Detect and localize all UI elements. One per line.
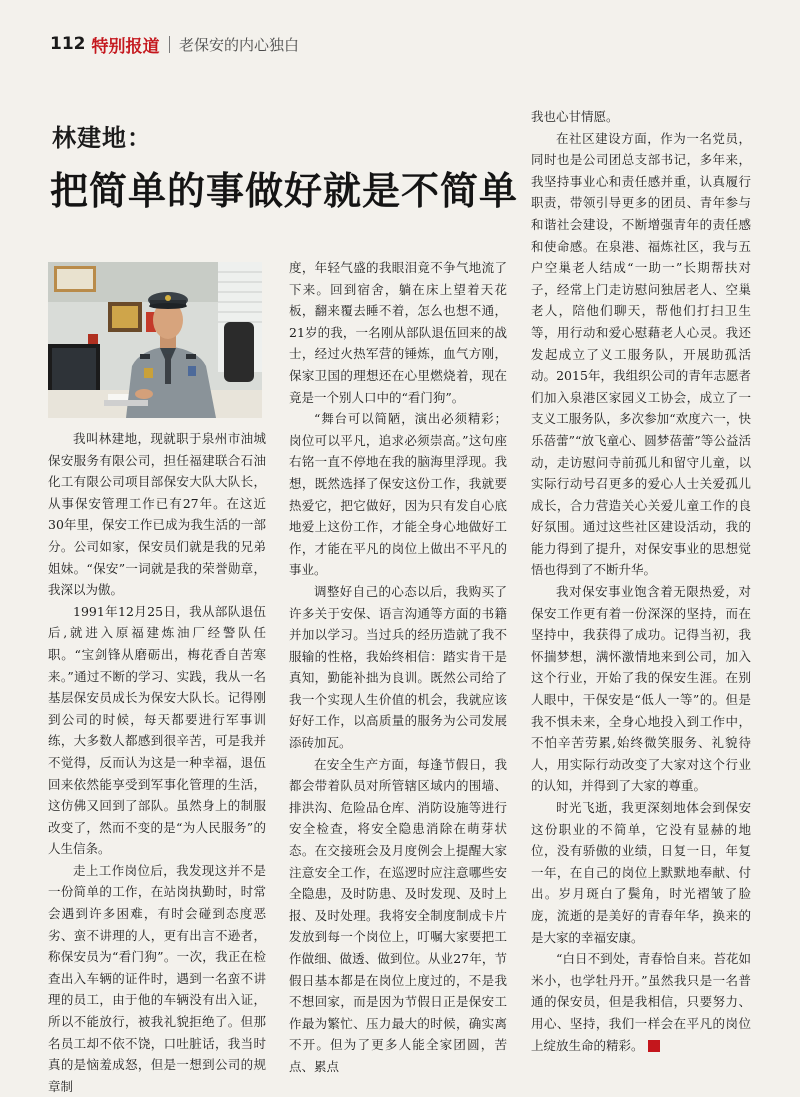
paragraph: 我也心甘情愿。 — [531, 109, 619, 124]
article-column-2 — [289, 257, 507, 1078]
article-headline: 把简单的事做好就是不简单 — [50, 169, 519, 213]
paragraph: 在安全生产方面，每逢节假日，我都会带着队员对所管辖区域内的围墙、排洪沟、危险品仓库、消防设施等进行安全检查，将安全隐患消除在萌芽状态。在交接班会及月度例会上提醒大家注意安全工作，在巡逻时应注意哪些安全隐患，及时防患、及时发现、及时上报、及时处理。我将安全制度制成卡片发放到每一个岗位上，叮嘱大家要把工作做细、做透、做到位。从业27年，节假日基本都是在岗位上度过的，不是我不想回家，而是因为节假日正是保安工作最为繁忙、压力最大的时候，确实离不开。但为了更多人能全家团圆，苦点、累点 — [289, 756, 507, 1074]
paragraph: 时光飞逝，我更深刻地体会到保安这份职业的不简单，它没有显赫的地位，没有骄傲的业绩，日复一日，年复一年，在自己的岗位上默默地奉献、付出。岁月斑白了鬓角，时光褶皱了脸庞，流逝的是美好的青春年华，换来的是大家的幸福安康。 — [531, 800, 751, 945]
page-number: 112 — [50, 34, 86, 54]
article-column-3 — [531, 106, 751, 1056]
paragraph: 度，年轻气盛的我眼泪竟不争气地流了下来。回到宿舍，躺在床上望着天花板，翻来覆去睡不着，怎么也想不通，21岁的我，一名刚从部队退伍回来的战士，经过火热军营的锤炼，血气方刚，保家卫国的理想还在心里燃烧着，现在竟是一个别人口中的“看门狗”。 — [289, 260, 507, 405]
paragraph-text: “白日不到处，青春恰自来。苔花如米小，也学牡丹开。”虽然我只是一名普通的保安员，但是我相信，只要努力、用心、坚持，我们一样会在平凡的岗位上绽放生命的精彩。 — [531, 951, 751, 1053]
paragraph: “舞台可以简陋，演出必须精彩；岗位可以平凡，追求必须崇高。”这句座右铭一直不停地在我的脑海里浮现。我想，既然选择了保安这份工作，我就要热爱它，把它做好，因为只有发自心底地爱上这份工作，才能全身心地做好工作，才能在平凡的岗位上做出不平凡的事业。 — [289, 411, 507, 578]
paragraph: 我对保安事业饱含着无限热爱，对保安工作更有着一份深深的坚持，而在坚持中，我获得了成功。记得当初，我怀揣梦想，满怀激情地来到公司，加入这个行业，开始了我的保安生涯。在别人眼中，干保安是“低人一等”的。但是我不惧未来，全身心地投入到工作中，不怕辛苦劳累,始终微笑服务、礼貌待人，用实际行动改变了大家对这个行业的认知，并得到了大家的尊重。 — [531, 584, 751, 794]
page-header — [50, 32, 299, 56]
portrait-photo — [48, 262, 262, 418]
series-title: 老保安的内心独白 — [179, 35, 300, 54]
paragraph: 1991年12月25日，我从部队退伍后,就进入原福建炼油厂经警队任职。“宝剑锋从磨砺出，梅花香自苦寒来。”通过不断的学习、实践，我从一名基层保安员成长为保安大队长。记得刚到公司的时候，每天都要进行军事训练，大多数人都感到很辛苦，可是我并不觉得，反而认为这是一种幸福，退伍回来依然能享受到军事化管理的生活，这仿佛又回到了部队。虽然身上的制服改变了，然而不变的是“为人民服务”的人生信条。 — [48, 603, 266, 857]
paragraph — [531, 948, 751, 1056]
paragraph: 我叫林建地，现就职于泉州市油城保安服务有限公司，担任福建联合石油化工有限公司项目部保安大队大队长，从事保安管理工作已有27年。在这近30年里，保安工作已成为我生活的一部分。公司如家，保安员们就是我的兄弟姐妹。“保安”一词就是我的荣誉勋章，我深以为傲。 — [48, 431, 266, 598]
paragraph: 在社区建设方面，作为一名党员，同时也是公司团总支部书记，多年来，我坚持事业心和责任感并重，认真履行职责，带领引导更多的团员、青年参与和谐社会建设，不断增强青年的责任感和使命感。在泉港、福炼社区，我与五户空巢老人结成“一助一”长期帮扶对子，经常上门走访慰问独居老人、空巢老人，陪他们聊天，帮他们打扫卫生等，用行动和爱心慰藉老人心灵。我还发起成立了义工服务队，开展助孤活动。2015年，我组织公司的青年志愿者们加入泉港区家园义工协会，成立了一支义工服务队，多次参加“欢度六一，快乐蓓蕾”“放飞童心、圆梦蓓蕾”等公益活动，走访慰问寺前孤儿和留守儿童，以实际行动号召更多的爱心人士关爱孤儿成长，合力营造关心关爱儿童工作的良好氛围。通过这些社区建设活动，我的能力得到了提升，对保安事业的思想觉悟也得到了不断升华。 — [531, 130, 751, 578]
person-name: 林建地： — [52, 124, 152, 152]
paragraph: 调整好自己的心态以后，我购买了许多关于安保、语言沟通等方面的书籍并加以学习。当过兵的经历造就了我不服输的性格，我始终相信：踏实肯干是真知，勤能补拙为良训。既然公司给了我一个实现人生价值的机会，我就应该好好工作，以高质量的服务为公司发展添砖加瓦。 — [289, 583, 507, 751]
section-name: 特别报道 — [91, 36, 160, 57]
portrait-illustration — [48, 262, 262, 418]
article-column-1 — [48, 428, 266, 1097]
end-mark-icon — [648, 1040, 660, 1052]
paragraph: 走上工作岗位后，我发现这并不是一份简单的工作，在站岗执勤时，时常会遇到许多困难，有时会碰到态度恶劣、蛮不讲理的人，更有出言不逊者，称保安员为“看门狗”。一次，我正在检查出入车辆的证件时，遇到一名蛮不讲理的员工，由于他的车辆没有出入证，所以不能放行，被我礼貌拒绝了。但那名员工却不依不饶，口吐脏话，我当时真的是恼羞成怒，但是一想到公司的规章制 — [48, 862, 266, 1094]
header-divider — [169, 36, 171, 53]
